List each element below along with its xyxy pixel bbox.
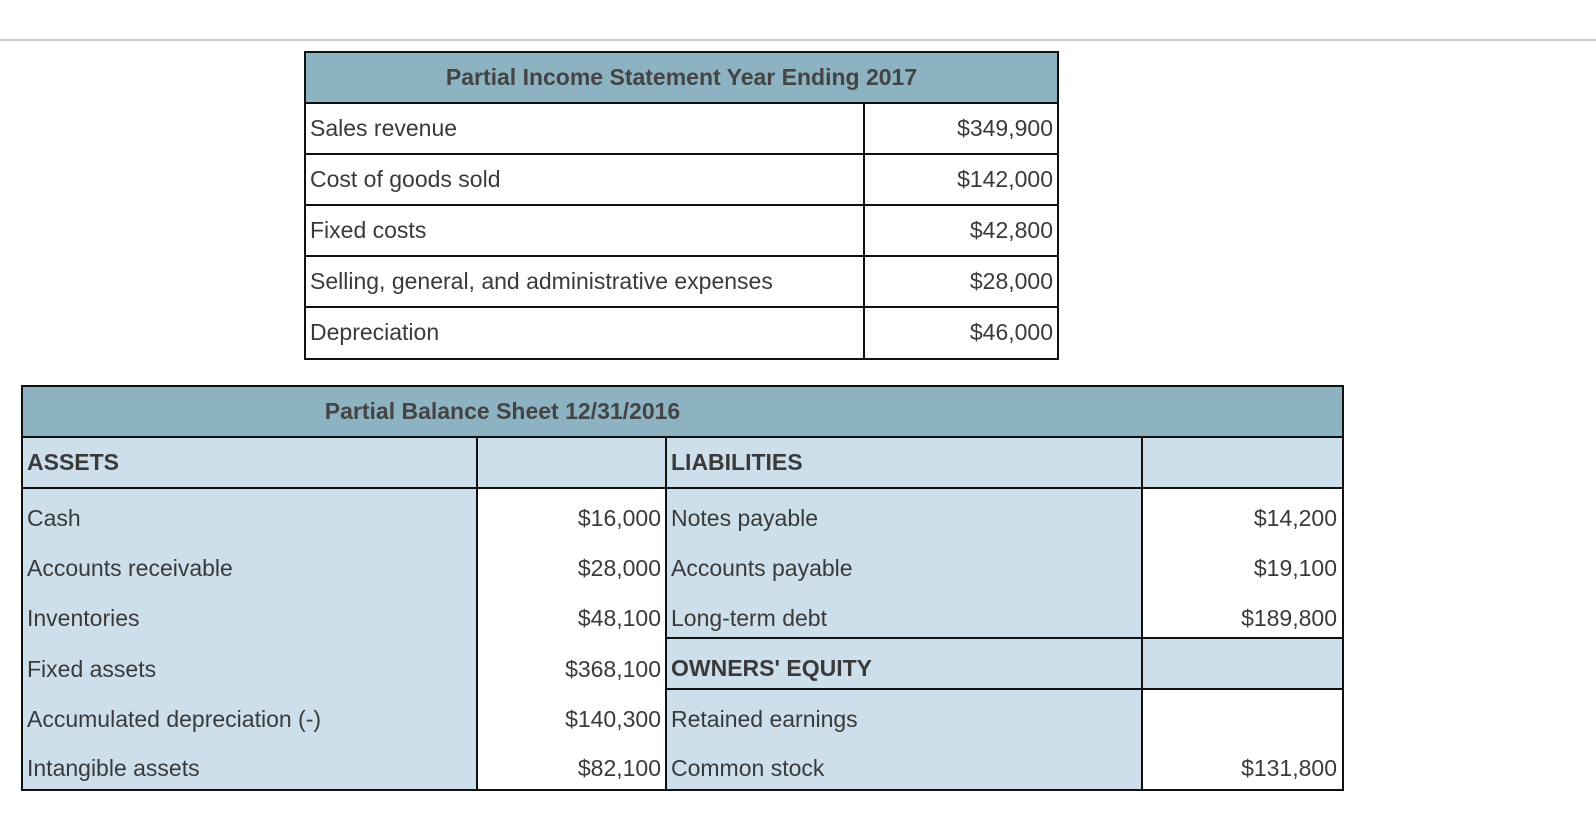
is-label: Sales revenue	[305, 103, 864, 154]
liability-value: $189,800	[1241, 605, 1337, 631]
equity-label: Retained earnings	[671, 706, 858, 732]
income-statement-title: Partial Income Statement Year Ending 2017	[305, 52, 1058, 103]
is-label: Selling, general, and administrative expenses	[305, 256, 864, 307]
asset-label: Inventories	[27, 605, 140, 631]
liability-value: $14,200	[1253, 505, 1337, 531]
liability-value: $19,100	[1253, 555, 1337, 581]
asset-label: Cash	[27, 505, 81, 531]
balance-sheet-title: Partial Balance Sheet 12/31/2016	[324, 398, 681, 424]
equity-label: Common stock	[671, 755, 825, 781]
equity-header: OWNERS' EQUITY	[671, 655, 872, 681]
assets-header: ASSETS	[22, 437, 477, 488]
is-value: $349,900	[864, 103, 1058, 154]
asset-label: Accounts receivable	[27, 555, 233, 581]
asset-label: Intangible assets	[27, 755, 200, 781]
is-value: $42,800	[864, 205, 1058, 256]
asset-value: $48,100	[577, 605, 661, 631]
is-value: $142,000	[864, 154, 1058, 205]
top-divider	[0, 39, 1596, 41]
equity-value: $131,800	[1241, 755, 1337, 781]
asset-label: Fixed assets	[27, 656, 157, 682]
liability-label: Long-term debt	[671, 605, 827, 631]
is-label: Cost of goods sold	[305, 154, 864, 205]
table-border	[21, 385, 1344, 791]
is-label: Depreciation	[305, 307, 864, 358]
asset-value: $140,300	[565, 706, 661, 732]
asset-value: $28,000	[577, 555, 661, 581]
liability-label: Notes payable	[671, 505, 819, 531]
asset-value: $16,000	[577, 505, 661, 531]
asset-value: $82,100	[577, 755, 661, 781]
is-value: $46,000	[864, 307, 1058, 358]
is-label: Fixed costs	[305, 205, 864, 256]
asset-label: Accumulated depreciation (-)	[27, 706, 322, 732]
liabilities-header: LIABILITIES	[666, 437, 1142, 488]
asset-value: $368,100	[565, 656, 661, 682]
liability-label: Accounts payable	[671, 555, 853, 581]
is-value: $28,000	[864, 256, 1058, 307]
